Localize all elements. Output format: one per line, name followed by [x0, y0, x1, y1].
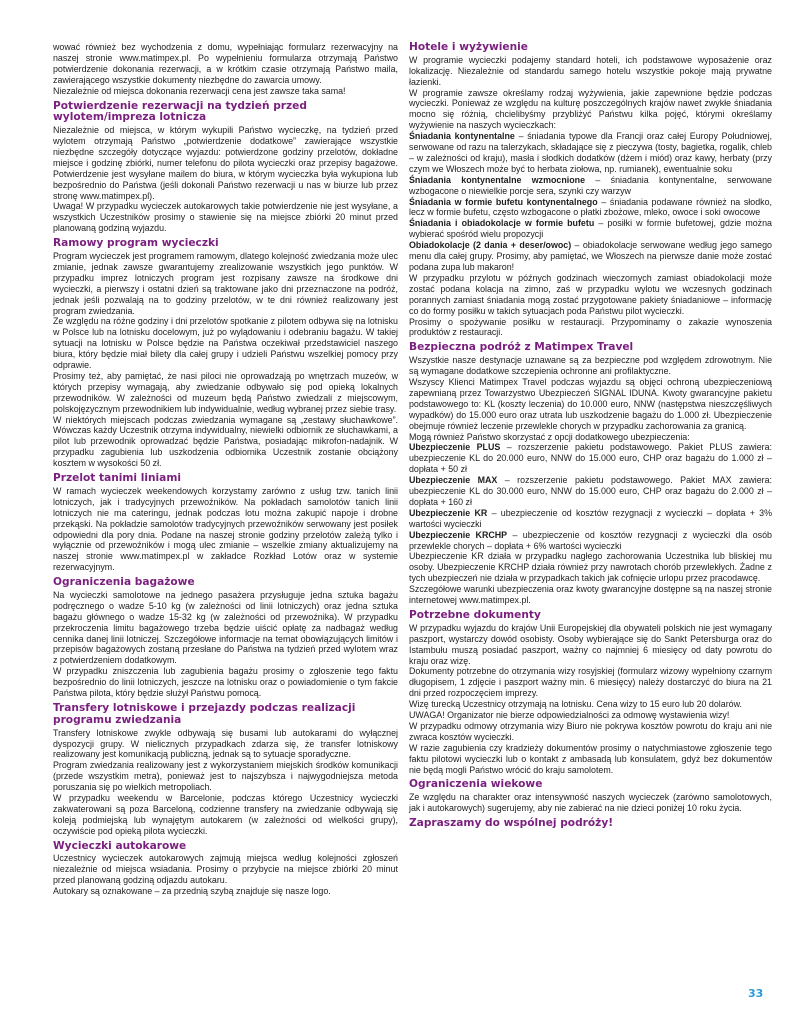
section-heading: Hotele i wyżywienie [409, 41, 528, 53]
section-heading: Wycieczki autokarowe [53, 839, 187, 852]
paragraph [409, 218, 772, 240]
section-heading: Przelot tanimi liniami [53, 472, 181, 485]
paragraph: Ze względu na charakter oraz intensywność naszych wycieczek (zarówno samolotowych, jak i autokarowych) sugerujemy, aby nie zabierać na nie dzieci poniżej 10 roku życia. [409, 792, 772, 814]
paragraph [409, 197, 772, 219]
paragraph: W przypadku wyjazdu do krajów Unii Europejskiej dla obywateli polskich nie jest wymagany paszport, wystarczy dowód osobisty. Osoby wybierające się do Sankt Petersburga oraz do Istambułu muszą posiadać paszport, ważny co najmniej 6 miesięcy od daty powrotu do kraju oraz wizę. [409, 622, 772, 666]
paragraph [409, 175, 772, 197]
paragraph: W programie zawsze określamy rodzaj wyżywienia, jakie zapewnione będzie podczas wycieczki. Ponieważ ze względu na kulturę poszczególnych krajów nawet zwykłe śniadania mocno się różnią, chcielibyśmy przybliżyć Państwu kilka pojęć, którymi określamy wyżywienie na naszych wycieczkach: [409, 87, 772, 131]
right-column [409, 42, 772, 831]
paragraph: Program zwiedzania realizowany jest z wykorzystaniem miejskich środków komunikacji (przede wszystkim metra), ponieważ jest to najszybsza i najwygodniejsza metoda poruszania się po wielkich metropoliach. [53, 760, 398, 793]
term-description: – śniadania typowe dla Francji oraz całej Europy Południowej, serwowane od razu na talerzykach, składające się z pieczywa (tosty, bagietka, rogalik, chleb – w zależności od kraju), masła i słodkich dodatków (dżem i miód) oraz kawy, herbaty (przy czym we Włoszech może być to herbata ziołowa, np. rumianek), ewentualnie soku [409, 131, 772, 174]
paragraph [409, 530, 772, 552]
paragraph: Prosimy też, aby pamiętać, że nasi piloci nie oprowadzają po wnętrzach muzeów, w których przepisy wymagają, aby zwiedzanie odbywało się pod opieką lokalnych przewodników. W zależności od muzeum będą Państwo zwiedzali z miejscowym, polskojęzycznym przewodnikiem lub indywidualnie, według wybranej przez siebie trasy. [53, 370, 398, 414]
term-label: Obiadokolacje (2 dania + deser/owoc) [409, 240, 572, 251]
paragraph: Program wycieczek jest programem ramowym, dlatego kolejność zwiedzania może ulec zmianie, jednak zawsze gwarantujemy zrealizowanie wszystkich jego punktów. W przypadku imprez lotniczych program jest rozpisany zawsze na środkowe dni wycieczki, a pierwszy i ostatni dzień są traktowane jako dni przeznaczone na podróż, jednak jeśli pozwalają na to godziny przelotów, w te dni również realizowany jest program zwiedzania. [53, 250, 398, 316]
paragraph: W przypadku odmowy otrzymania wizy Biuro nie pokrywa kosztów powrotu do kraju ani nie zwraca kosztów wycieczki. [409, 720, 772, 742]
paragraph: Wizę turecką Uczestnicy otrzymają na lotnisku. Cena wizy to 15 euro lub 20 dolarów. [409, 699, 742, 710]
paragraph: Ze względu na różne godziny i dni przelotów spotkanie z pilotem odbywa się na lotnisku w Polsce lub na lotnisku docelowym, już po wylądowaniu i odebraniu bagażu. W takiej sytuacji na lotnisku w Polsce będzie na Państwa oczekiwał przedstawiciel naszego biura, który będzie miał bilety dla całej grupy i udzieli Państwu wszelkiej pomocy przy odprawie. [53, 316, 398, 371]
term-label: Ubezpieczenie PLUS [409, 442, 501, 453]
paragraph [409, 475, 772, 508]
paragraph: Prosimy o spożywanie posiłku w restauracji. Przypominamy o zakazie wynoszenia produktów z restauracji. [409, 316, 772, 338]
paragraph: Autokary są oznakowane – za przednią szybą znajduje się nasze logo. [53, 886, 331, 897]
section-heading: Bezpieczna podróż z Matimpex Travel [409, 341, 634, 354]
section-heading: Ograniczenia wiekowe [409, 778, 543, 791]
term-label: Ubezpieczenie KR [409, 507, 488, 518]
paragraph: W programie wycieczki podajemy standard hoteli, ich podstawowe wyposażenie oraz lokalizację. Niezależnie od standardu samego hotelu wszystkie pokoje mają prywatne łazienki. [409, 54, 772, 87]
page-number: 33 [748, 987, 764, 1000]
term-description: – posiłki w formie bufetowej, gdzie można wybierać spośród wielu propozycji [409, 218, 772, 240]
term-description: – ubezpieczenie od kosztów rezygnacji z wycieczki – dopłata + 3% wartości wycieczki [409, 507, 772, 529]
paragraph: Wszyscy Klienci Matimpex Travel podczas wyjazdu są objęci ochroną ubezpieczeniową zapewnianą przez Towarzystwo Ubezpieczeń SIGNAL IDUNA. Kwoty gwarancyjne pakietu podstawowego to: KL (koszty leczenia) do 10.000 euro, NNW (następstwa nieszczęśliwych wypadków) do 15.000 euro oraz utrata lub uszkodzenie bagażu do 1.000 zł. Ubezpieczenie obejmuje również leczenie przewlekle chorych w przypadku zachorowania za granicą. [409, 376, 772, 431]
section-heading: Transfery lotniskowe i przejazdy podczas realizacji programu zwiedzania [53, 702, 356, 726]
term-label: Ubezpieczenie KRCHP [409, 529, 508, 540]
paragraph [409, 240, 772, 273]
section-heading: Potwierdzenie rezerwacji na tydzień przed wylotem/impreza lotnicza [53, 99, 307, 124]
section-heading: Zapraszamy do wspólnej podróży! [409, 817, 614, 830]
term-description: – obiadokolacje serwowane według jego samego menu dla całej grupy. Prosimy, aby pamiętać, we Włoszech na pierwsze danie może zostać podana zupa lub makaron! [409, 240, 772, 273]
paragraph: W przypadku zniszczenia lub zagubienia bagażu prosimy o zgłoszenie tego faktu bezpośrednio do linii lotniczych, jeszcze na lotnisku oraz o powiadomienie o tym fakcie Państwa pilota, który będzie służył Państwu pomocą. [53, 666, 398, 699]
paragraph: W przypadku przylotu w późnych godzinach wieczornych zamiast obiadokolacji może zostać podana kolacja na zimno, zaś w przypadku wylotu we wczesnych godzinach porannych zamiast śniadania mogą zostać przygotowane pakiety śniadaniowe – informację co do formy posiłku w takich sytuacjach poda Państwu pilot wycieczki. [409, 272, 772, 316]
paragraph: Mogą również Państwo skorzystać z opcji dodatkowego ubezpieczenia: [409, 431, 690, 442]
paragraph [409, 442, 772, 475]
paragraph: Na wycieczki samolotowe na jednego pasażera przysługuje jedna sztuka bagażu podręcznego o wadze 5-10 kg (w zależności od linii lotniczych) oraz jedna sztuka bagażu głównego o wadze 15-32 kg (w zależności od przewoźnika). W przypadku przekroczenia limitu bagażowego trzeba będzie uiścić opłatę za nadbagaż według cennika danej linii lotniczej. Szczegółowe informacje na temat obowiązujących limitów i przepisów bagażowych zostaną przesłane do Państwa na tydzień przed wylotem wraz z potwierdzeniem dodatkowym. [53, 589, 398, 666]
paragraph: W przypadku weekendu w Barcelonie, podczas którego Uczestnicy wycieczki zakwaterowani są poza Barceloną, codzienne transfery na zwiedzanie odbywają się koleją podmiejską lub wynajętym autokarem (w zależności od wielkości grupy), oczywiście pod opieką pilota wycieczki. [53, 793, 398, 836]
term-label: Ubezpieczenie MAX [409, 475, 498, 486]
paragraph: Transfery lotniskowe zwykle odbywają się busami lub autokarami do wyłącznej dyspozycji grupy. W nielicznych przypadkach zdarza się, że transfer lotniskowy realizowany jest komunikacją publiczną, jednak są to sytuacje sporadyczne. [53, 727, 398, 760]
paragraph: Wszystkie nasze destynacje uznawane są za bezpieczne pod względem zdrowotnym. Nie są wymagane dodatkowe szczepienia ochronne ani profilaktyczne. [409, 355, 772, 377]
paragraph: Uczestnicy wycieczek autokarowych zajmują miejsca według kolejności zgłoszeń niezależnie od miejsca wsiadania. Prosimy o przybycie na miejsce zbiórki 20 minut przed planowaną godziną odjazdu autokaru. [53, 853, 398, 886]
paragraph: Uwaga! W przypadku wycieczek autokarowych takie potwierdzenie nie jest wysyłane, a wszystkich Uczestników prosimy o stawienie się na miejsce zbiórki 20 minut przed planowaną godziną wyjazdu. [53, 201, 398, 234]
term-description: – ubezpieczenie od kosztów rezygnacji z wycieczki dla osób przewlekle chorych – dopłata + 6% wartości wycieczki [409, 529, 772, 551]
paragraph [409, 131, 772, 175]
section-heading: Ramowy program wycieczki [53, 237, 219, 250]
paragraph: W niektórych miejscach podczas zwiedzania wymagane są „zestawy słuchawkowe”. Wówczas każdy Uczestnik otrzyma indywidualny, niewielki odbiornik ze słuchawkami, a pilot lub przewodnik oprowadzać będzie Państwa, posiadając mikrofon-nadajnik. W przypadku zagubienia lub uszkodzenia odbiornika Uczestnik zostanie obciążony kosztem w wysokości 50 zł. [53, 414, 398, 469]
paragraph: Ubezpieczenie KR działa w przypadku nagłego zachorowania Uczestnika lub bliskiej mu osoby. Ubezpieczenie KRCHP działa również przy nawrotach chorób przewlekłych. Żadne z tych ubezpieczeń nie działa w przypadkach takich jak cofnięcie urlopu przez pracodawcę. [409, 551, 772, 584]
term-description: – śniadania kontynentalne, serwowane wzbogacone o niewielkie porcje sera, szynki czy warzyw [409, 174, 772, 196]
paragraph: W razie zagubienia czy kradzieży dokumentów prosimy o natychmiastowe zgłoszenie tego faktu pilotowi wycieczki lub o kontakt z ambasadą lub konsulatem, gdyż bez dokumentów nie będą mogli Państwo wrócić do kraju samolotem. [409, 742, 772, 775]
paragraph: UWAGA! Organizator nie bierze odpowiedzialności za odmowę wystawienia wizy! [409, 710, 730, 721]
paragraph [409, 508, 772, 530]
term-description: – rozszerzenie pakietu podstawowego. Pakiet PLUS zawiera: ubezpieczenie KL do 20.000 euro, NNW do 15.000 euro, CHP oraz bagażu do 1.000 zł – dopłata + 50 zł [409, 442, 772, 475]
paragraph: Niezależnie od miejsca dokonania rezerwacji cena jest zawsze taka sama! [53, 85, 346, 96]
paragraph: wować również bez wychodzenia z domu, wypełniając formularz rezerwacyjny na naszej stronie www.matimpex.pl. Po wypełnieniu formularza otrzymają Państwo potwierdzenie dokonania rezerwacji, a w krótkim czasie otrzymają Państwo maila, zawierającego wszystkie dokumenty niezbędne do zawarcia umowy. [53, 42, 398, 85]
paragraph: Niezależnie od miejsca, w którym wykupili Państwo wycieczkę, na tydzień przed wylotem otrzymają Państwo „potwierdzenie dodatkowe” zawierające wszystkie niezbędne szczegóły dotyczące wyjazdu: potwierdzone godziny przelotów, dokładne miejsce i godzinę zbiórki, numer telefonu do pilota wycieczki oraz przepisy bagażowe. Potwierdzenie jest wysyłane mailem do biura, w którym wycieczka była wykupiona lub bezpośrednio do Państwa (jeśli dokonali Państwo rezerwacji u nas w biurze lub przez stronę www.matimpex.pl). [53, 125, 398, 201]
term-label: Śniadania kontynentalne [409, 131, 515, 142]
term-label: Śniadania w formie bufetu kontynentalnego [409, 196, 598, 207]
paragraph: Szczegółowe warunki ubezpieczenia oraz kwoty gwarancyjne dostępne są na naszej stronie internetowej www.matimpex.pl. [409, 584, 772, 606]
paragraph: W ramach wycieczek weekendowych korzystamy zarówno z usług tzw. tanich linii lotniczych, jak i tradycyjnych przewoźników. Na pokładach samolotów tanich linii lotniczych nie ma cateringu, jednak podczas lotu można zakupić napoje i drobne przekąski. Na pokładzie samolotów tradycyjnych przewoźników serwowany jest posiłek odpowiedni dla pory dnia. Podane na naszej stronie godziny przelotów zależą tylko i wyłącznie od przewoźników i mogą ulec zmianie – wszelkie zmiany aktualizujemy na naszej stronie www.matimpex.pl w zakładce Rozkład Lotów oraz w systemie rezerwacyjnym. [53, 485, 398, 573]
paragraph: Dokumenty potrzebne do otrzymania wizy rosyjskiej (formularz wizowy wypełniony czarnym długopisem, 1 zdjęcie i paszport ważny min. 6 miesięcy) należy dostarczyć do biura na 21 dni przed rozpoczęciem imprezy. [409, 666, 772, 699]
left-column [53, 42, 398, 897]
term-description: – rozszerzenie pakietu podstawowego. Pakiet MAX zawiera: ubezpieczenie KL do 30.000 euro, NNW do 15.000 euro, CHP oraz bagażu do 2.000 zł – dopłata + 160 zł [409, 475, 772, 507]
term-label: Śniadania i obiadokolacje w formie bufetu [409, 218, 595, 229]
term-label: Śniadania kontynentalne wzmocnione [409, 174, 586, 185]
term-description: – śniadania podawane również na słodko, lecz w formie bufetu, często wzbogacone o płatki zbożowe, mleko, owoce i soki owocowe [409, 196, 772, 218]
section-heading: Ograniczenia bagażowe [53, 576, 195, 589]
section-heading: Potrzebne dokumenty [409, 609, 541, 621]
page-frame [46, 38, 779, 984]
